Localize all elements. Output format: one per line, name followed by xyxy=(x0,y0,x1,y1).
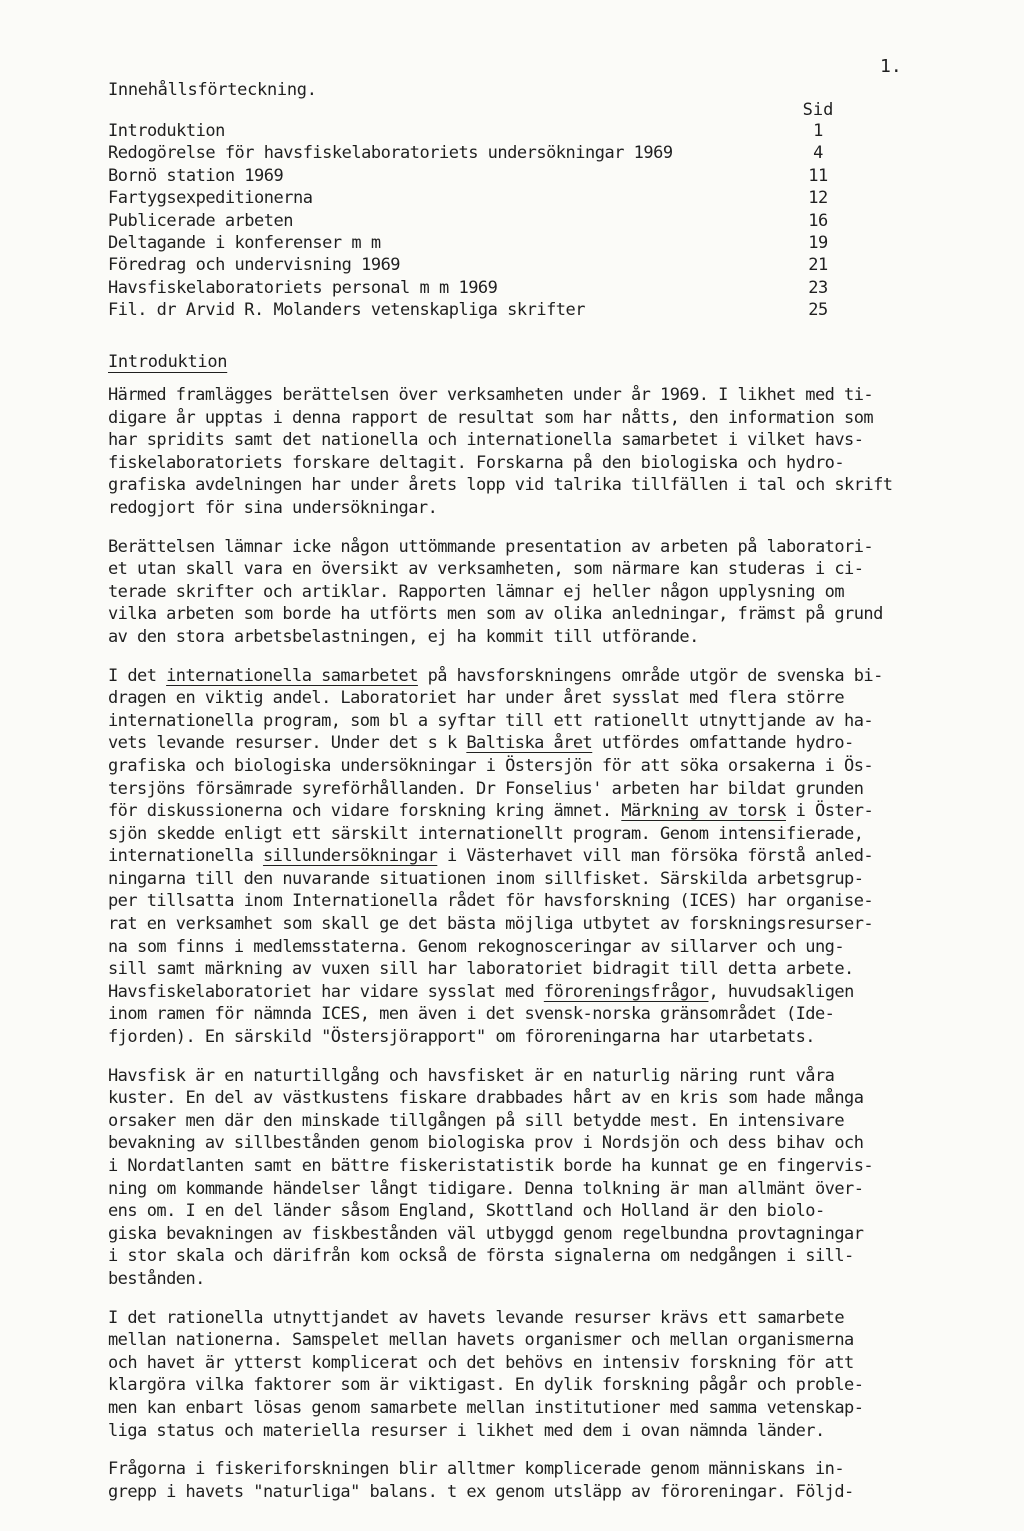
toc-entry xyxy=(108,210,848,232)
paragraph xyxy=(108,536,988,649)
toc-entry-title: Föredrag och undervisning 1969 xyxy=(108,255,401,276)
toc-entry xyxy=(108,165,848,187)
text-line xyxy=(108,1481,988,1504)
text-line xyxy=(108,1200,988,1223)
toc-entry-page: 23 xyxy=(808,277,828,298)
text-segment: Härmed framlägges berättelsen över verksamheten under år 1969. I likhet med ti- xyxy=(108,385,874,405)
text-line xyxy=(108,1155,988,1178)
text-line xyxy=(108,936,988,959)
underlined-term: sillundersökningar xyxy=(262,846,438,867)
text-line xyxy=(108,452,988,475)
text-segment: ning om kommande händelser långt tidigare. Denna tolkning är man allmänt över- xyxy=(108,1178,864,1199)
text-segment: fiskelaboratoriets forskare deltagit. Forskarna på den biologiska och hydro- xyxy=(108,452,845,473)
toc-entry-title: Fil. dr Arvid R. Molanders vetenskapliga skrifter xyxy=(108,300,586,321)
text-segment: tersjöns försämrade syreförhållanden. Dr Fonselius' arbeten har bildat grunden xyxy=(108,778,864,799)
toc-heading: Innehållsförteckning. xyxy=(108,80,317,100)
text-line xyxy=(108,1110,988,1133)
text-segment: liga status och materiella resurser i likhet med dem i ovan nämnda länder. xyxy=(108,1420,825,1441)
text-segment: internationella program, som bl a syftar till ett rationellt utnyttjande av ha- xyxy=(108,710,874,731)
text-segment: et utan skall vara en översikt av verksamheten, som närmare kan studeras i ci- xyxy=(108,559,864,580)
toc-entry xyxy=(108,232,848,254)
body-text xyxy=(108,384,988,1519)
toc-entry-page: 21 xyxy=(808,255,828,276)
text-segment: bevakning av sillbestånden genom biologiska prov i Nordsjön och dess bihav och xyxy=(108,1133,864,1154)
text-segment: i Nordatlanten samt en bättre fiskeristatistik borde ha kunnat ge en fingervis- xyxy=(108,1156,874,1176)
text-segment: bestånden. xyxy=(108,1268,205,1289)
text-segment: har spridits samt det nationella och internationella samarbetet i vilket havs- xyxy=(108,430,864,451)
text-line xyxy=(108,384,988,407)
text-segment: i Västerhavet vill man försöka förstå anled- xyxy=(437,846,874,867)
toc-entry-title: Introduktion xyxy=(108,121,225,141)
toc-entry xyxy=(108,142,848,164)
toc-entry-title: Redogörelse för havsfiskelaboratoriets undersökningar 1969 xyxy=(108,143,673,164)
text-line xyxy=(108,558,988,581)
toc-page-column-label: Sid xyxy=(802,100,834,120)
text-segment: I det rationella utnyttjandet av havets levande resurser krävs ett samarbete xyxy=(108,1307,845,1328)
toc-entry-title: Publicerade arbeten xyxy=(108,210,293,231)
toc-entry-page: 12 xyxy=(808,188,828,209)
text-segment: dragen en viktig andel. Laboratoriet har under året sysslat med flera större xyxy=(108,688,845,709)
text-segment: Havsfisk är en naturtillgång och havsfisket är en naturlig näring runt våra xyxy=(108,1065,835,1086)
text-segment: grepp i havets "naturliga" balans. t ex genom utsläpp av föroreningar. Följd- xyxy=(108,1481,854,1502)
text-segment: klargöra vilka faktorer som är viktigast. En dylik forskning pågår och proble- xyxy=(108,1375,864,1396)
toc-entry xyxy=(108,120,848,142)
toc-entry-page: 16 xyxy=(808,210,828,231)
text-line xyxy=(108,800,988,823)
text-line xyxy=(108,1132,988,1155)
text-line xyxy=(108,1223,988,1246)
text-segment: rat en verksamhet som skall ge det bästa möjliga utbytet av forskningsresurser- xyxy=(108,914,874,935)
text-segment: och havet är ytterst komplicerat och det behövs en intensiv forskning för att xyxy=(108,1352,854,1373)
text-line xyxy=(108,958,988,981)
toc-entry-page: 25 xyxy=(808,300,828,321)
text-segment: Havsfiskelaboratoriet har vidare sysslat med xyxy=(108,981,544,1002)
text-segment: terade skrifter och artiklar. Rapporten lämnar ej heller någon upplysning om xyxy=(108,581,845,602)
text-line xyxy=(108,1307,988,1330)
text-segment: inom ramen för nämnda ICES, men även i det svensk-norska gränsområdet (Ide- xyxy=(108,1004,835,1025)
text-line xyxy=(108,868,988,891)
text-line xyxy=(108,1003,988,1026)
text-segment: redogjort för sina undersökningar. xyxy=(108,497,438,518)
text-line xyxy=(108,1374,988,1397)
text-segment: mellan nationerna. Samspelet mellan havets organismer och mellan organismerna xyxy=(108,1330,854,1351)
toc-entry-title: Deltagande i konferenser m m xyxy=(108,232,381,253)
text-segment: digare år upptas i denna rapport de resultat som har nåtts, den information som xyxy=(108,407,874,428)
paragraph xyxy=(108,1458,988,1503)
text-line xyxy=(108,1087,988,1110)
text-segment: av den stora arbetsbelastningen, ej ha kommit till utförande. xyxy=(108,626,699,647)
underlined-term: internationella samarbetet xyxy=(166,665,418,686)
text-segment: per tillsatta inom Internationella rådet för havsforskning (ICES) har organise- xyxy=(108,891,874,912)
underlined-term: föroreningsfrågor xyxy=(543,981,709,1002)
table-of-contents xyxy=(108,120,848,322)
text-segment: Frågorna i fiskeriforskningen blir alltmer komplicerade genom människans in- xyxy=(108,1459,845,1480)
text-line xyxy=(108,581,988,604)
paragraph xyxy=(108,384,988,520)
text-line xyxy=(108,981,988,1004)
text-line xyxy=(108,1065,988,1088)
text-segment: grafiska och biologiska undersökningar i Östersjön för att söka orsakerna i Ös- xyxy=(108,755,874,776)
paragraph xyxy=(108,1307,988,1443)
text-line xyxy=(108,755,988,778)
text-line xyxy=(108,1352,988,1375)
text-line xyxy=(108,603,988,626)
text-line xyxy=(108,710,988,733)
text-line xyxy=(108,890,988,913)
text-line xyxy=(108,845,988,868)
text-line xyxy=(108,732,988,755)
text-line xyxy=(108,407,988,430)
toc-entry-page: 19 xyxy=(808,232,828,253)
text-line xyxy=(108,778,988,801)
text-segment: internationella xyxy=(108,846,263,867)
toc-entry xyxy=(108,187,848,209)
text-line xyxy=(108,687,988,710)
text-line xyxy=(108,1026,988,1049)
toc-entry-title: Fartygsexpeditionerna xyxy=(108,188,313,209)
text-segment: Berättelsen lämnar icke någon uttömmande presentation av arbeten på laboratori- xyxy=(108,536,874,557)
text-line xyxy=(108,913,988,936)
toc-entry xyxy=(108,277,848,299)
text-line xyxy=(108,626,988,649)
text-line xyxy=(108,1178,988,1201)
toc-entry-page: 4 xyxy=(813,143,823,164)
text-line xyxy=(108,1268,988,1291)
underlined-term: Märkning av torsk xyxy=(621,801,786,822)
section-heading: Introduktion xyxy=(108,352,228,372)
text-segment: I det xyxy=(108,665,167,686)
text-segment: na som finns i medlemsstaterna. Genom rekognosceringar av sillarver och ung- xyxy=(108,936,845,957)
text-line xyxy=(108,1458,988,1481)
text-segment: men kan enbart lösas genom samarbete mellan institutioner med samma vetenskap- xyxy=(108,1397,864,1418)
text-line xyxy=(108,823,988,846)
paragraph xyxy=(108,665,988,1049)
text-segment: ens om. I en del länder såsom England, Skottland och Holland är den biolo- xyxy=(108,1201,825,1222)
toc-entry-page: 11 xyxy=(808,165,828,186)
text-segment: utfördes omfattande hydro- xyxy=(592,733,854,754)
text-line xyxy=(108,1420,988,1443)
text-segment: grafiska avdelningen har under årets lopp vid talrika tillfällen i tal och skrift xyxy=(108,475,893,496)
text-segment: i stor skala och därifrån kom också de första signalerna om nedgången i sill- xyxy=(108,1246,854,1267)
text-line xyxy=(108,474,988,497)
text-segment: på havsforskningens område utgör de svenska bi- xyxy=(417,665,883,686)
text-segment: ningarna till den nuvarande situationen inom sillfisket. Särskilda arbetsgrup- xyxy=(108,868,864,889)
text-line xyxy=(108,497,988,520)
text-segment: sjön skedde enligt ett särskilt internationellt program. Genom intensifierade, xyxy=(108,823,864,844)
page-number: 1. xyxy=(880,56,902,77)
text-line xyxy=(108,536,988,559)
text-segment: vets levande resurser. Under det s k xyxy=(108,733,467,754)
text-line xyxy=(108,665,988,688)
text-line xyxy=(108,1397,988,1420)
toc-entry xyxy=(108,254,848,276)
toc-entry xyxy=(108,299,848,321)
text-line xyxy=(108,1329,988,1352)
text-line xyxy=(108,429,988,452)
text-segment: giska bevakningen av fiskbestånden väl utbyggd genom regelbundna provtagningar xyxy=(108,1223,864,1244)
text-segment: , huvudsakligen xyxy=(708,981,854,1002)
paragraph xyxy=(108,1065,988,1291)
text-segment: sill samt märkning av vuxen sill har laboratoriet bidragit till detta arbete. xyxy=(108,959,854,980)
text-segment: för diskussionerna och vidare forskning kring ämnet. xyxy=(108,801,622,822)
toc-entry-title: Bornö station 1969 xyxy=(108,165,284,186)
underlined-term: Baltiska året xyxy=(466,733,593,754)
text-segment: orsaker men där den minskade tillgången på sill betydde mest. En intensivare xyxy=(108,1110,845,1131)
text-segment: vilka arbeten som borde ha utförts men som av olika anledningar, främst på grund xyxy=(108,604,883,625)
toc-entry-page: 1 xyxy=(813,121,823,141)
text-segment: fjorden). En särskild "Östersjörapport" om föroreningarna har utarbetats. xyxy=(108,1027,815,1048)
toc-entry-title: Havsfiskelaboratoriets personal m m 1969 xyxy=(108,277,498,298)
text-line xyxy=(108,1245,988,1268)
text-segment: i Öster- xyxy=(785,801,874,822)
text-segment: kuster. En del av västkustens fiskare drabbades hårt av en kris som hade många xyxy=(108,1088,864,1109)
